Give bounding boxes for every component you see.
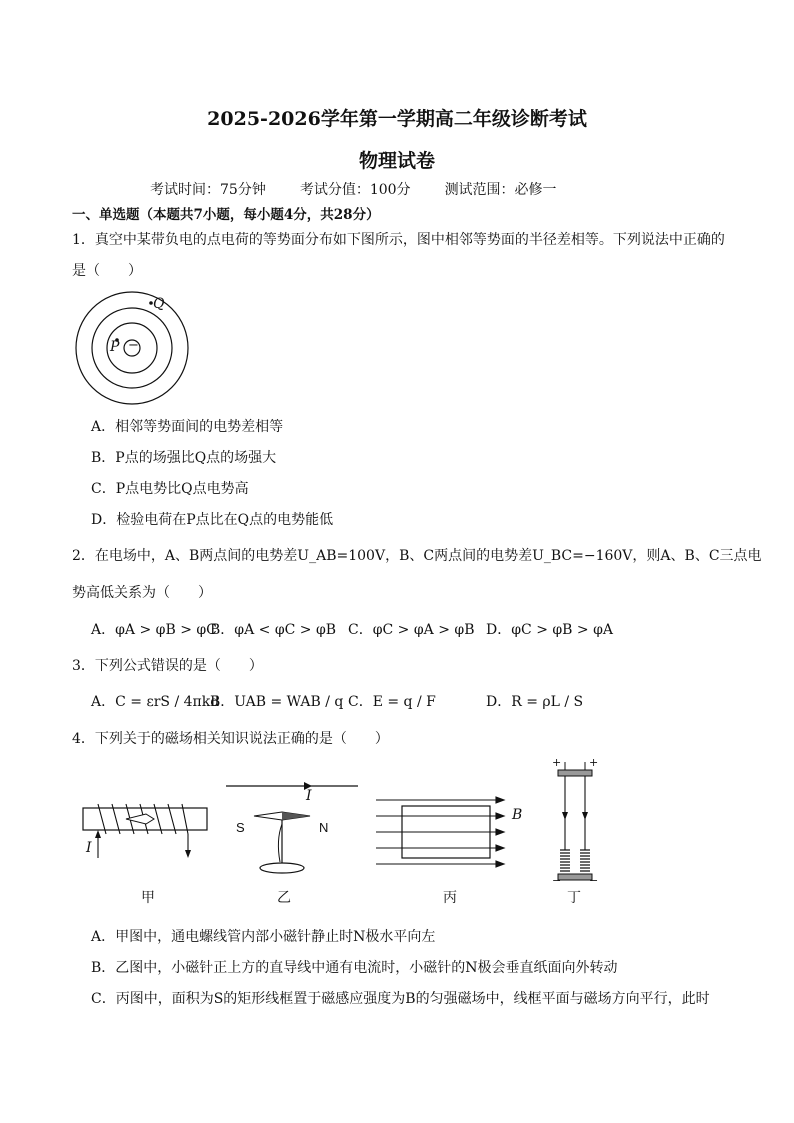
q4-bing-b-label: B (512, 807, 523, 823)
q2-option-d: D．φC > φB > φA (486, 622, 614, 638)
q4-caption-ding: 丁 (567, 890, 581, 906)
exam-scope: 测试范围：必修一 (444, 182, 557, 198)
q3-option-b: B．UAB = WAB / q (210, 694, 344, 710)
q4-yi-s-label: S (236, 820, 245, 835)
q4-figure-jia-solenoid (80, 800, 210, 865)
q4-jia-current-label: I (86, 840, 92, 856)
q4-option-a: A．甲图中，通电螺线管内部小磁针静止时N极水平向左 (91, 929, 436, 945)
q3-option-c: C．E = q / F (348, 694, 436, 710)
q4-caption-jia: 甲 (141, 890, 155, 906)
q4-figure-ding-wires (550, 762, 600, 890)
q1-point-p-label: P (110, 339, 120, 355)
q4-option-b: B．乙图中，小磁针正上方的直导线中通有电流时，小磁针的N极会垂直纸面向外转动 (91, 960, 618, 976)
section-heading: 一、单选题（本题共7小题，每小题4分，共28分） (72, 207, 380, 223)
q1-option-a: A．相邻等势面间的电势差相等 (91, 419, 284, 435)
q4-caption-bing: 丙 (443, 890, 457, 906)
exam-info (150, 179, 591, 199)
exam-subtitle: 物理试卷 (358, 150, 435, 172)
q4-figure-bing-loop (372, 790, 512, 880)
q3-stem: 3．下列公式错误的是（ ） (72, 658, 263, 674)
q2-option-b: B．φA < φC > φB (210, 622, 337, 638)
exam-time: 考试时间：75分钟 (150, 182, 266, 198)
exam-score: 考试分值：100分 (299, 182, 411, 198)
q1-option-c: C．P点电势比Q点电势高 (91, 481, 249, 497)
q1-option-d: D．检验电荷在P点比在Q点的电势能低 (91, 512, 334, 528)
q1-stem-line1: 1．真空中某带负电的点电荷的等势面分布如下图所示，图中相邻等势面的半径差相等。下列说法中正确的 (72, 232, 725, 248)
q2-option-c: C．φC > φA > φB (348, 622, 475, 638)
q4-ding-minus-right: − (589, 874, 599, 887)
q4-ding-plus-left: + (552, 756, 562, 769)
q4-yi-n-label: N (319, 820, 329, 835)
q1-stem-line2: 是（ ） (72, 263, 142, 279)
q4-ding-plus-right: + (589, 756, 599, 769)
q4-yi-current-label: I (306, 788, 312, 804)
q2-stem-line2: 势高低关系为（ ） (72, 585, 212, 601)
q2-option-a: A．φA > φB > φC (91, 622, 217, 638)
q3-option-d: D．R = ρL / S (486, 694, 584, 710)
q4-stem: 4．下列关于的磁场相关知识说法正确的是（ ） (72, 731, 389, 747)
q1-option-b: B．P点的场强比Q点的场强大 (91, 450, 277, 466)
q1-charge-sign: − (128, 338, 139, 353)
q3-option-a: A．C = εrS / 4πkd (91, 694, 220, 710)
q4-option-c: C．丙图中，面积为S的矩形线框置于磁感应强度为B的匀强磁场中，线框平面与磁场方向平行，此时 (91, 991, 710, 1007)
q4-caption-yi: 乙 (277, 890, 291, 906)
q2-stem-line1: 2．在电场中，A、B两点间的电势差U_AB=100V，B、C两点间的电势差U_BC=−160V，则A、B、C三点电 (72, 548, 762, 564)
exam-title: 2025-2026学年第一学期高二年级诊断考试 (207, 108, 587, 130)
q4-ding-minus-left: − (552, 874, 562, 887)
q1-point-q-label: Q (153, 296, 165, 312)
